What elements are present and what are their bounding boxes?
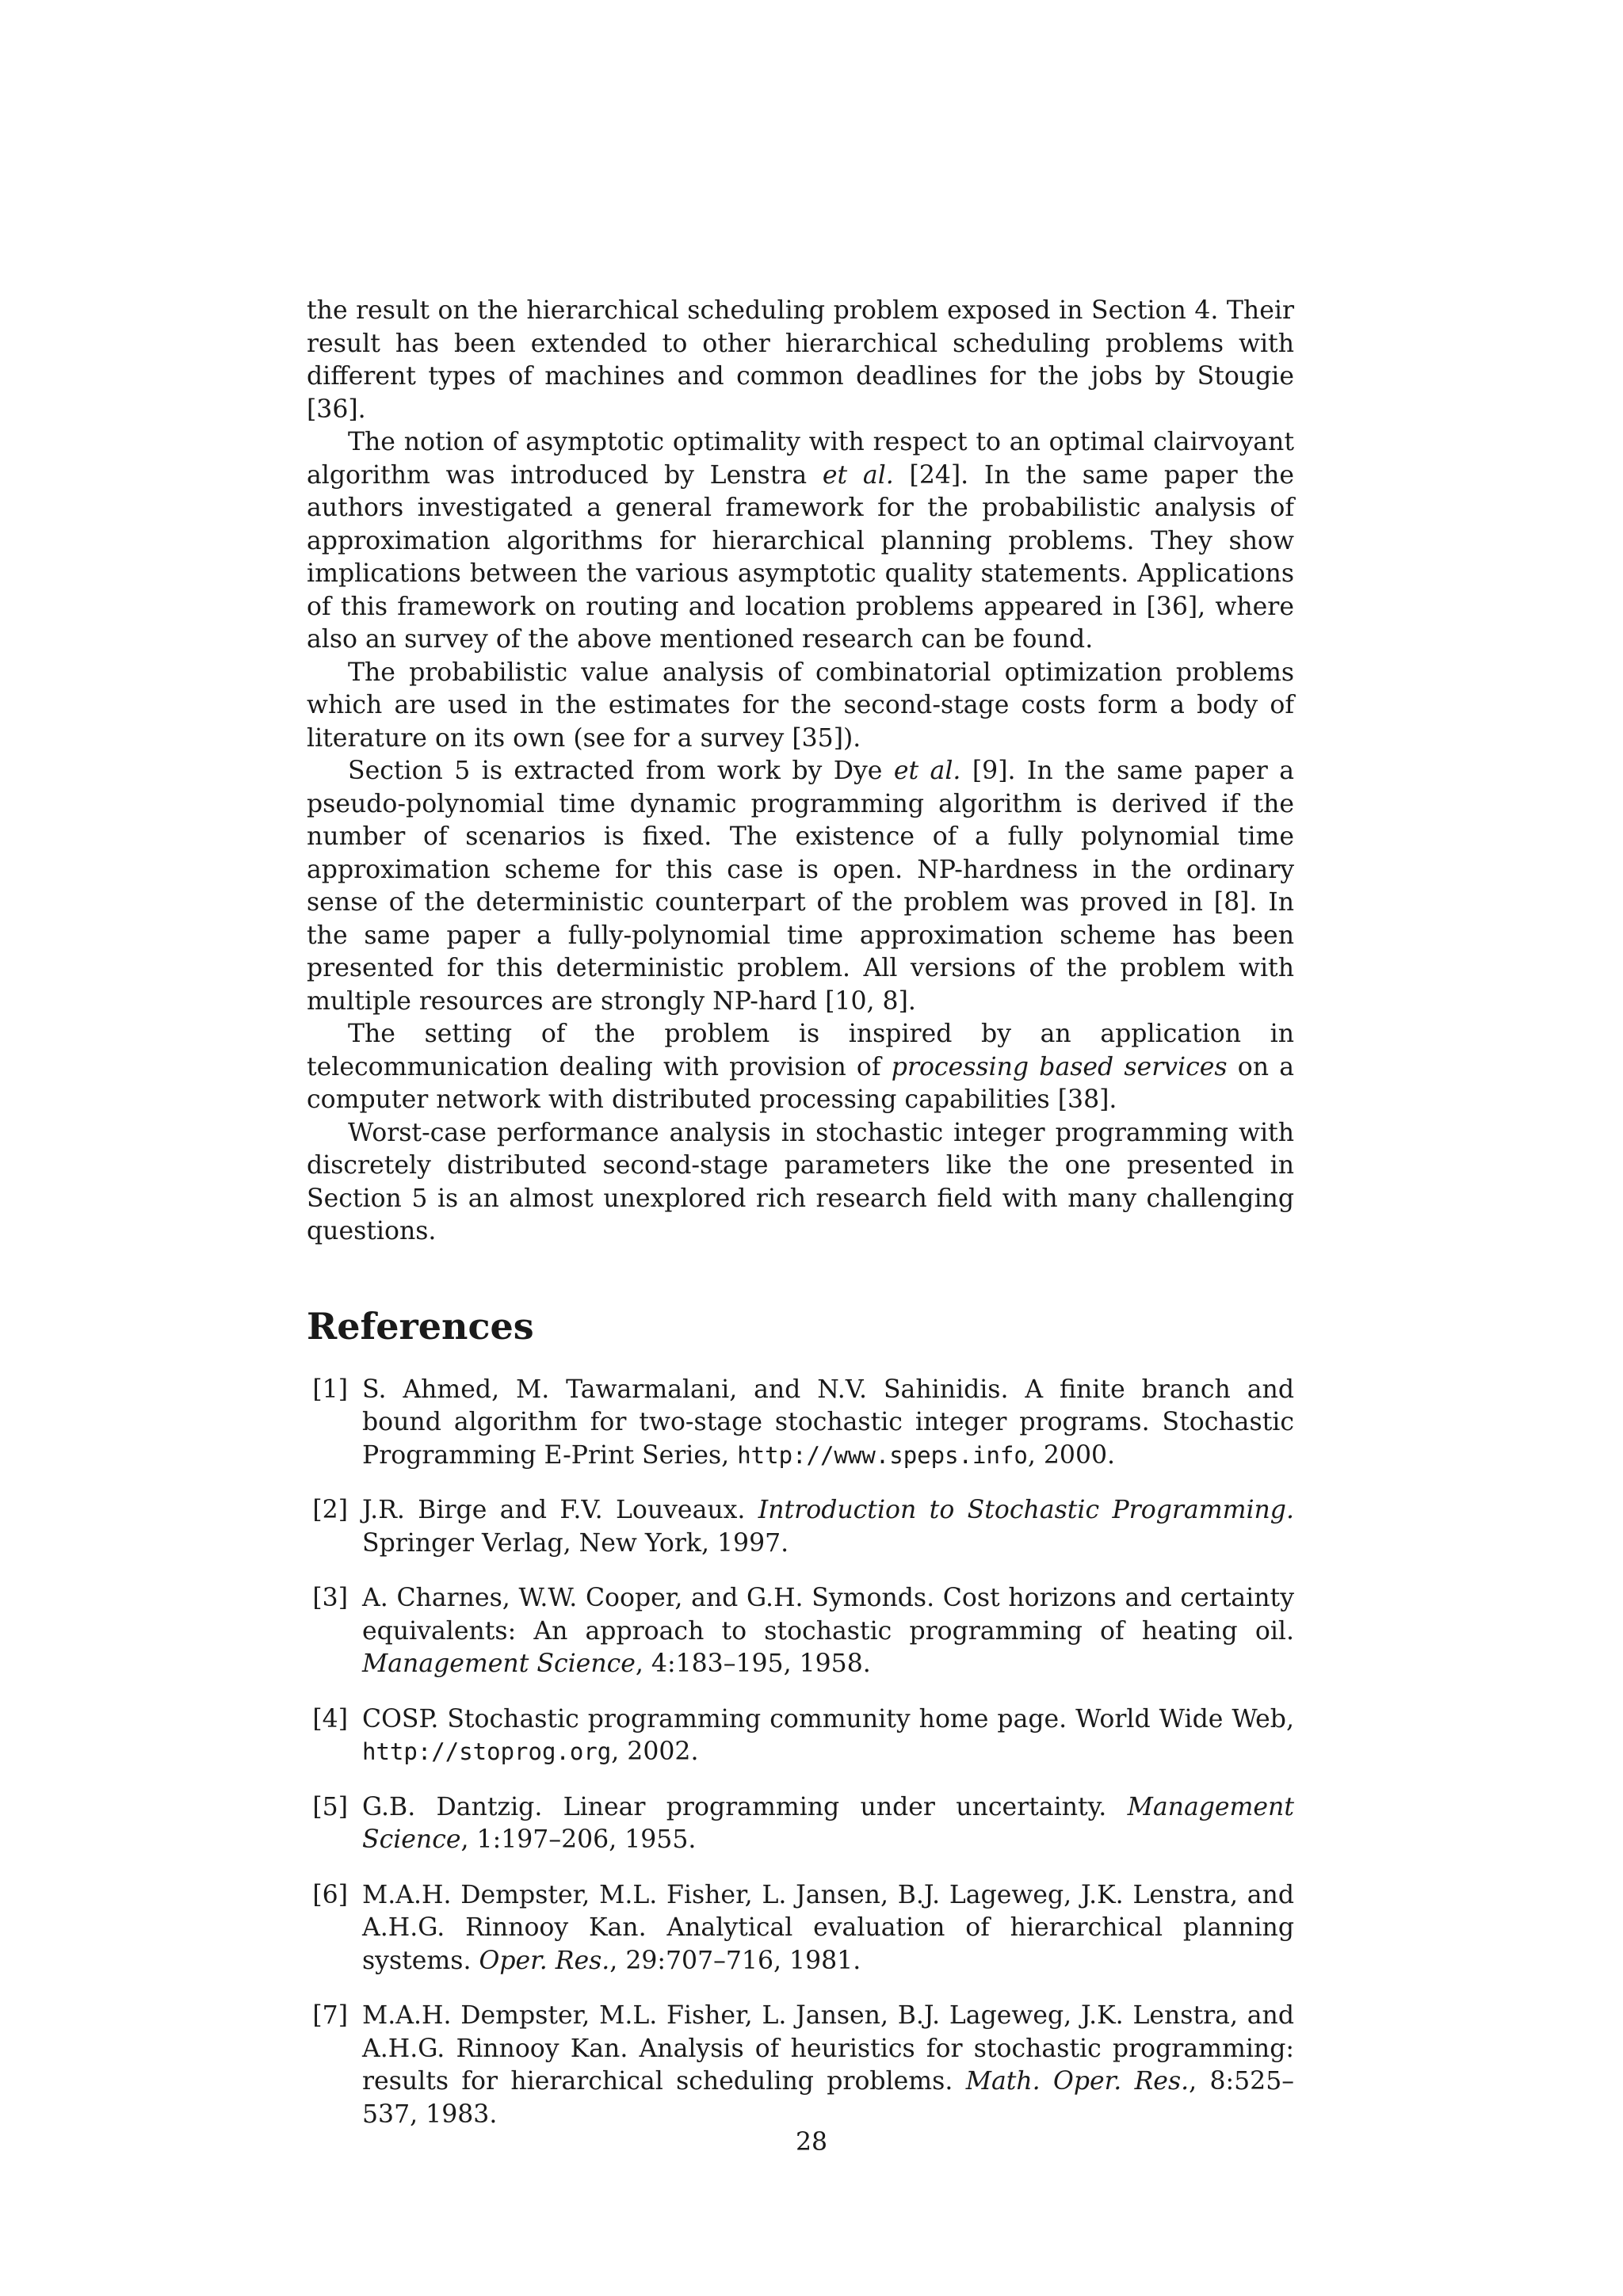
page-content <box>307 295 1294 2153</box>
reference-text <box>362 1703 1294 1769</box>
text-segment: , 2000. <box>1027 1440 1116 1470</box>
reference-text <box>362 1879 1294 1978</box>
body-paragraph <box>307 426 1294 657</box>
body-paragraph <box>307 657 1294 756</box>
url-text: http://stoprog.org <box>362 1738 612 1765</box>
body-paragraph <box>307 1018 1294 1117</box>
emphasis-text: Oper. Res. <box>479 1946 610 1975</box>
text-segment: , 1:197–206, 1955. <box>460 1825 697 1854</box>
text-segment: G.B. Dantzig. Linear programming under uncertainty. <box>362 1792 1128 1821</box>
reference-text <box>362 1374 1294 1473</box>
emphasis-text: Introduction to Stochastic Programming. <box>758 1496 1294 1524</box>
reference-label: [5] <box>312 1792 348 1821</box>
reference-entry <box>307 1791 1294 1857</box>
page-number: 28 <box>795 2128 828 2157</box>
text-segment: , 2002. <box>611 1737 699 1766</box>
reference-label: [1] <box>312 1375 348 1404</box>
text-segment: The notion of asymptotic optimality with respect to an optimal clairvoyant algorithm was introduced by Lenstra <box>307 428 1294 490</box>
text-segment: the result on the hierarchical scheduling problem exposed in Section 4. Their result has been extended to other hierarchical scheduling problems with different types of machines and common deadlines for the jobs by Stougie [36]. <box>307 296 1294 424</box>
reference-entry <box>307 1582 1294 1681</box>
emphasis-text: Management Science <box>362 1650 636 1678</box>
reference-list <box>307 1374 1294 2132</box>
text-segment: The setting of the problem is inspired by an application in telecommunication dealing with provision of <box>307 1020 1294 1081</box>
text-segment: , 29:707–716, 1981. <box>609 1946 861 1975</box>
text-segment: [24]. In the same paper the authors investigated a general framework for the probabilistic analysis of approximation algorithms for hierarchical planning problems. They show implications between the various asymptotic quality statements. Applications of this framework on routing and location problems appeared in [36], where also an survey of the above mentioned research can be found. <box>307 460 1294 654</box>
body-paragraph <box>307 755 1294 1018</box>
reference-entry <box>307 2000 1294 2131</box>
text-segment: Section 5 is extracted from work by Dye <box>348 757 894 785</box>
reference-entry <box>307 1879 1294 1978</box>
text-segment: M.A.H. Dempster, M.L. Fisher, L. Jansen, B.J. Lageweg, J.K. Lenstra, and A.H.G. Rinnooy Kan. Analysis of heuristics for stochastic programming: results for hierarchical scheduling problems. <box>362 2001 1294 2096</box>
references-heading: References <box>307 1304 534 1348</box>
text-segment: Springer Verlag, New York, 1997. <box>362 1528 789 1558</box>
emphasis-text: et al. <box>893 757 961 785</box>
reference-label: [2] <box>312 1496 348 1524</box>
reference-label: [6] <box>312 1880 348 1909</box>
text-segment: on a computer network with distributed processing capabilities [38]. <box>307 1052 1295 1114</box>
text-segment: , 4:183–195, 1958. <box>635 1650 871 1678</box>
reference-text <box>362 1791 1294 1857</box>
emphasis-text: processing based services <box>891 1052 1228 1081</box>
text-segment: Worst-case performance analysis in stochastic integer programming with discretely distributed second-stage parameters like the one presented in Section 5 is an almost unexplored rich research field with many challenging questions. <box>307 1118 1294 1245</box>
text-segment: , 8:525–537, 1983. <box>362 2067 1294 2129</box>
text-segment: M.A.H. Dempster, M.L. Fisher, L. Jansen, B.J. Lageweg, J.K. Lenstra, and A.H.G. Rinnooy Kan. Analytical evaluation of hierarchical planning systems. <box>362 1880 1294 1975</box>
text-segment: [9]. In the same paper a pseudo-polynomial time dynamic programming algorithm is derived if the number of scenarios is fixed. The existence of a fully polynomial time approximation scheme for this case is open. NP-hardness in the ordinary sense of the deterministic counterpart of the problem was proved in [8]. In the same paper a fully-polynomial time approximation scheme has been presented for this deterministic problem. All versions of the problem with multiple resources are strongly NP-hard [10, 8]. <box>307 757 1294 1016</box>
reference-label: [4] <box>312 1704 348 1733</box>
text-segment: COSP. Stochastic programming community home page. World Wide Web, <box>362 1704 1294 1733</box>
emphasis-text: Math. Oper. Res. <box>965 2067 1190 2096</box>
body-text <box>307 295 1294 1249</box>
reference-label: [3] <box>312 1584 348 1612</box>
body-paragraph <box>307 1117 1294 1249</box>
url-text: http://www.speps.info <box>737 1441 1028 1469</box>
reference-label: [7] <box>312 2001 348 2030</box>
text-segment: J.R. Birge and F.V. Louveaux. <box>362 1496 758 1524</box>
reference-entry <box>307 1494 1294 1560</box>
emphasis-text: Management Science <box>362 1792 1294 1854</box>
reference-entry <box>307 1374 1294 1473</box>
text-segment: S. Ahmed, M. Tawarmalani, and N.V. Sahinidis. A finite branch and bound algorithm for two-stage stochastic integer programs. Stochastic Programming E-Print Series, <box>362 1375 1294 1470</box>
reference-text <box>362 2000 1294 2131</box>
reference-entry <box>307 1703 1294 1769</box>
body-paragraph <box>307 295 1294 426</box>
text-segment: A. Charnes, W.W. Cooper, and G.H. Symonds. Cost horizons and certainty equivalents: An approach to stochastic programming of heating oil. <box>362 1584 1294 1646</box>
emphasis-text: et al. <box>822 460 894 490</box>
reference-text <box>362 1582 1294 1681</box>
text-segment: The probabilistic value analysis of combinatorial optimization problems which are used in the estimates for the second-stage costs form a body of literature on its own (see for a survey [35]). <box>307 658 1294 753</box>
reference-text <box>362 1494 1294 1560</box>
